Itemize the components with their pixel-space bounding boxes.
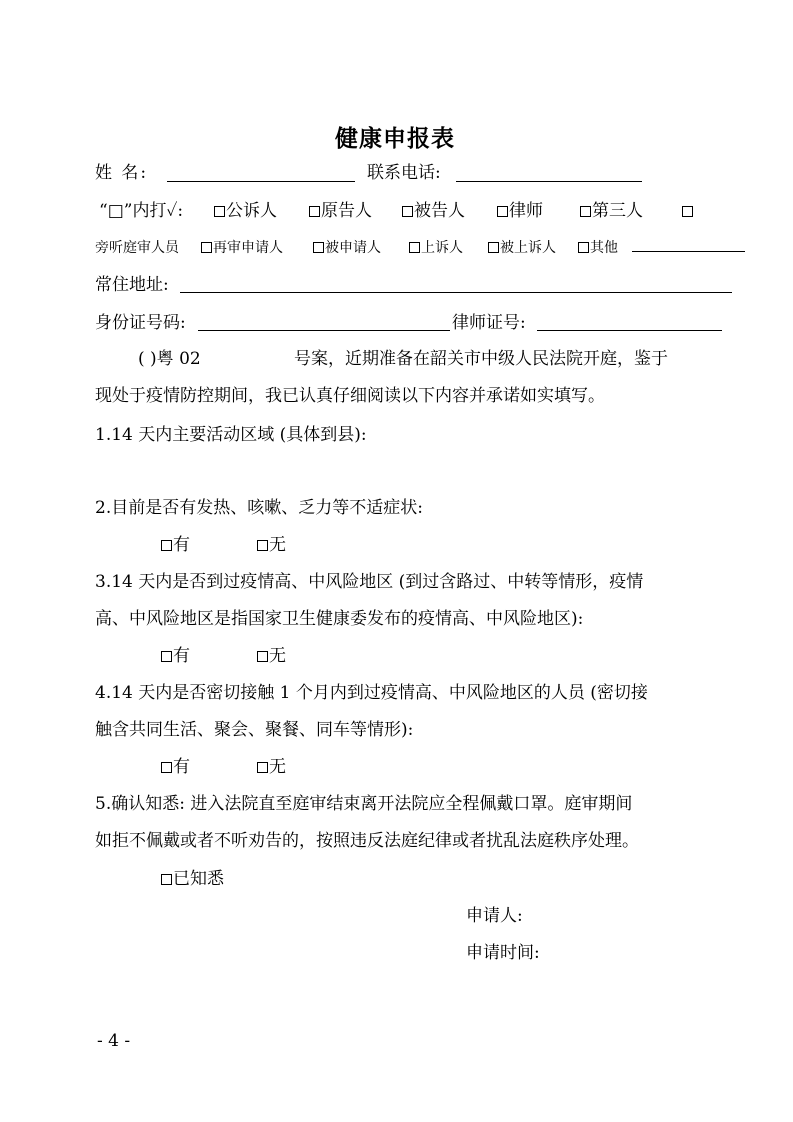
question-1: 1.14 天内主要活动区域 (具体到县): [95,425,367,445]
checkbox-icon [161,762,172,773]
question-4-line-2: 触含共同生活、聚会、聚餐、同车等情形): [95,720,414,740]
role-option-public-prosecutor[interactable]: 公诉人 [214,201,277,221]
role-option-appellant[interactable]: 上诉人 [409,239,463,257]
question-4-line-1: 4.14 天内是否密切接触 1 个月内到过疫情高、中风险地区的人员 (密切接 [95,683,648,703]
role-option-audience[interactable] [682,201,694,221]
checkbox-icon [580,206,591,217]
applicant-label: 申请人: [466,906,523,926]
checkbox-icon [578,242,589,253]
address-field[interactable] [180,292,732,293]
name-label: 姓 名: [95,163,149,183]
question-5-line-2: 如拒不佩戴或者不听劝告的，按照违反法庭纪律或者扰乱法庭秩序处理。 [95,831,639,851]
role-option-lawyer[interactable]: 律师 [497,201,543,221]
role-option-appellee[interactable]: 被上诉人 [488,239,556,257]
phone-field[interactable] [456,181,642,182]
checkbox-icon [257,762,268,773]
question-5-line-1: 5.确认知悉: 进入法院直至庭审结束离开法院应全程佩戴口罩。庭审期间 [95,794,633,814]
role-option-third-party[interactable]: 第三人 [580,201,643,221]
name-field[interactable] [167,181,355,182]
q2-no-option[interactable]: 无 [257,535,286,555]
q3-no-option[interactable]: 无 [257,646,286,666]
intro-line-1: 号案，近期准备在韶关市中级人民法院开庭，鉴于 [294,349,668,369]
checkbox-icon [257,540,268,551]
id-field[interactable] [198,330,450,331]
checkbox-icon [309,206,320,217]
other-field[interactable] [632,251,745,252]
acknowledge-option[interactable]: 已知悉 [161,869,224,889]
checkbox-icon [682,206,693,217]
role-option-retrial-applicant[interactable]: 再审申请人 [201,239,283,257]
checkbox-icon [214,206,225,217]
checkbox-icon [402,206,413,217]
checkbox-icon [161,874,172,885]
question-3-line-1: 3.14 天内是否到过疫情高、中风险地区 (到过含路过、中转等情形，疫情 [95,572,644,592]
lawyer-cert-label: 律师证号: [452,313,526,333]
role-audience-label: 旁听庭审人员 [95,240,179,256]
phone-label: 联系电话: [367,163,441,183]
q3-yes-option[interactable]: 有 [161,646,190,666]
id-label: 身份证号码: [95,313,186,333]
role-option-respondent[interactable]: 被申请人 [313,239,381,257]
checkbox-icon [161,540,172,551]
role-option-other[interactable]: 其他 [578,239,618,257]
lawyer-cert-field[interactable] [537,330,722,331]
checkbox-icon [201,242,212,253]
application-date-label: 申请时间: [466,943,540,963]
role-option-plaintiff[interactable]: 原告人 [309,201,372,221]
intro-line-2: 现处于疫情防控期间，我已认真仔细阅读以下内容并承诺如实填写。 [95,386,605,406]
question-3-line-2: 高、中风险地区是指国家卫生健康委发布的疫情高、中风险地区): [95,609,584,629]
question-2: 2.目前是否有发热、咳嗽、乏力等不适症状: [95,498,423,518]
address-label: 常住地址: [95,275,169,295]
checkbox-icon [313,242,324,253]
checkbox-icon [497,206,508,217]
role-option-defendant[interactable]: 被告人 [402,201,465,221]
case-number-prefix: ( )粤 02 [138,349,201,369]
checkbox-icon [161,651,172,662]
page-number: - 4 - [97,1031,131,1051]
q2-yes-option[interactable]: 有 [161,535,190,555]
q4-no-option[interactable]: 无 [257,757,286,777]
checkbox-icon [488,242,499,253]
checkbox-icon [257,651,268,662]
role-instruction: “□”内打✓: [99,201,184,221]
checkbox-icon [409,242,420,253]
page-title: 健康申报表 [335,126,455,152]
q4-yes-option[interactable]: 有 [161,757,190,777]
